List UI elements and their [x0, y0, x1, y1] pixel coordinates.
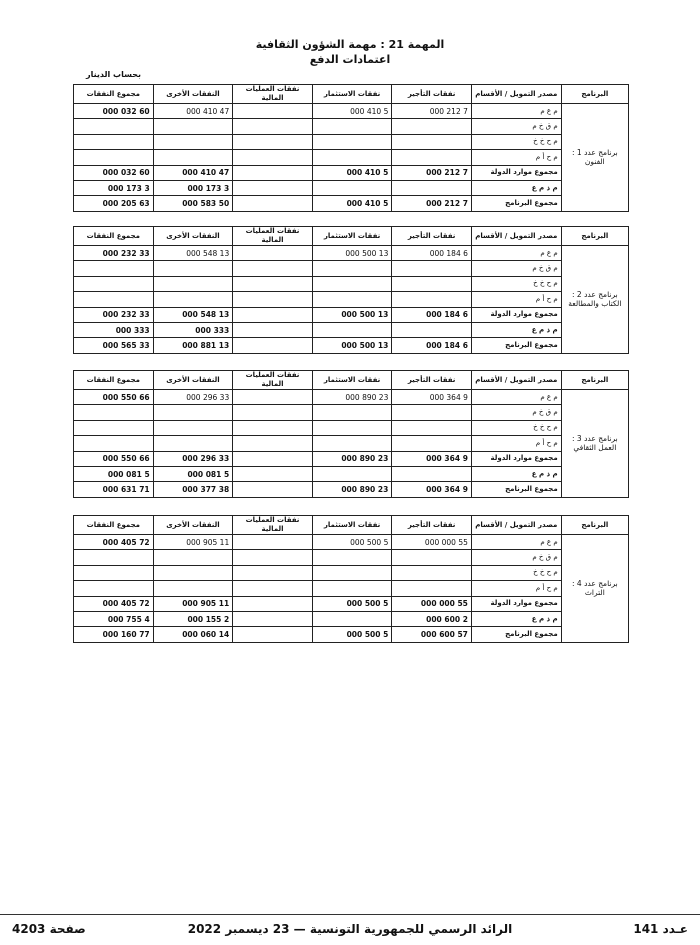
amount-cell: 23 890 000	[312, 482, 392, 497]
funding-source: م ع م	[471, 246, 561, 261]
amount-cell: 13 881 000	[153, 338, 233, 353]
amount-cell	[233, 466, 313, 481]
amount-cell	[392, 292, 472, 307]
amount-cell: 4 755 000	[74, 611, 154, 626]
amount-cell: 13 548 000	[153, 246, 233, 261]
amount-cell	[233, 338, 313, 353]
column-header: مجموع النفقات	[74, 85, 154, 104]
amount-cell: 72 405 000	[74, 535, 154, 550]
amount-cell: 13 548 000	[153, 307, 233, 322]
table-row	[74, 390, 629, 405]
amount-cell	[153, 276, 233, 291]
amount-cell: 11 905 000	[153, 535, 233, 550]
amount-cell: 47 410 000	[153, 104, 233, 119]
amount-cell	[74, 261, 154, 276]
table-row	[74, 180, 629, 195]
amount-cell: 6 184 000	[392, 246, 472, 261]
column-header: البرنامج	[561, 516, 628, 535]
amount-cell	[392, 581, 472, 596]
amount-cell	[312, 405, 392, 420]
amount-cell	[392, 276, 472, 291]
funding-source: م ح خ خ	[471, 565, 561, 580]
funding-source: مجموع موارد الدولة	[471, 451, 561, 466]
amount-cell: 13 500 000	[312, 307, 392, 322]
amount-cell: 5 500 000	[312, 596, 392, 611]
amount-cell: 5 410 000	[312, 196, 392, 211]
program-name: برنامج عدد 2 : الكتاب والمطالعة	[561, 246, 628, 354]
amount-cell	[233, 119, 313, 134]
column-header: البرنامج	[561, 85, 628, 104]
amount-cell	[312, 466, 392, 481]
amount-cell: 5 500 000	[312, 535, 392, 550]
amount-cell	[74, 150, 154, 165]
amount-cell: 6 184 000	[392, 307, 472, 322]
amount-cell: 66 550 000	[74, 390, 154, 405]
funding-source: مجموع موارد الدولة	[471, 165, 561, 180]
funding-source: م ح خ خ	[471, 134, 561, 149]
amount-cell: 7 212 000	[392, 165, 472, 180]
amount-cell	[392, 150, 472, 165]
column-header: مصدر التمويل / الأقسام	[471, 227, 561, 246]
column-header: نفقات التأجير	[392, 227, 472, 246]
amount-cell: 23 890 000	[312, 451, 392, 466]
table-row	[74, 611, 629, 626]
column-header: نفقات العمليات المالية	[233, 516, 313, 535]
amount-cell	[233, 165, 313, 180]
column-header: نفقات العمليات المالية	[233, 371, 313, 390]
column-header: البرنامج	[561, 227, 628, 246]
amount-cell	[392, 322, 472, 337]
funding-source: مجموع البرنامج	[471, 196, 561, 211]
amount-cell	[392, 550, 472, 565]
amount-cell: 57 600 000	[392, 627, 472, 642]
column-header: النفقات الأخرى	[153, 516, 233, 535]
amount-cell: 2 155 000	[153, 611, 233, 626]
amount-cell	[153, 581, 233, 596]
amount-cell	[233, 390, 313, 405]
amount-cell: 47 410 000	[153, 165, 233, 180]
amount-cell: 60 032 000	[74, 104, 154, 119]
amount-cell: 50 583 000	[153, 196, 233, 211]
amount-cell	[153, 550, 233, 565]
column-header: مصدر التمويل / الأقسام	[471, 516, 561, 535]
table-header-row	[74, 85, 629, 104]
amount-cell: 5 500 000	[312, 627, 392, 642]
table-row	[74, 466, 629, 481]
budget-table	[73, 84, 629, 212]
amount-cell	[312, 322, 392, 337]
funding-source: مجموع موارد الدولة	[471, 596, 561, 611]
amount-cell	[392, 420, 472, 435]
amount-cell: 9 364 000	[392, 482, 472, 497]
amount-cell	[74, 581, 154, 596]
table-row	[74, 150, 629, 165]
column-header: النفقات الأخرى	[153, 85, 233, 104]
column-header: نفقات العمليات المالية	[233, 85, 313, 104]
currency-unit-note: بحساب الدينار	[86, 70, 141, 79]
amount-cell: 55 000 000	[392, 535, 472, 550]
amount-cell	[74, 420, 154, 435]
amount-cell	[312, 550, 392, 565]
table-row	[74, 119, 629, 134]
amount-cell	[392, 436, 472, 451]
amount-cell	[233, 550, 313, 565]
table-header-row	[74, 516, 629, 535]
table-row	[74, 482, 629, 497]
funding-source: مجموع البرنامج	[471, 482, 561, 497]
amount-cell	[233, 134, 313, 149]
table-row	[74, 535, 629, 550]
amount-cell	[312, 276, 392, 291]
amount-cell: 11 905 000	[153, 596, 233, 611]
amount-cell	[153, 405, 233, 420]
amount-cell	[233, 104, 313, 119]
amount-cell	[233, 451, 313, 466]
amount-cell	[74, 550, 154, 565]
amount-cell	[233, 482, 313, 497]
amount-cell	[233, 436, 313, 451]
amount-cell: 5 081 000	[74, 466, 154, 481]
table-row	[74, 292, 629, 307]
funding-source: م ع م	[471, 535, 561, 550]
table-row	[74, 420, 629, 435]
amount-cell	[153, 134, 233, 149]
amount-cell: 33 296 000	[153, 451, 233, 466]
budget-table	[73, 515, 629, 643]
amount-cell	[233, 535, 313, 550]
amount-cell	[153, 292, 233, 307]
table-row	[74, 550, 629, 565]
amount-cell	[233, 565, 313, 580]
amount-cell	[392, 405, 472, 420]
amount-cell	[74, 436, 154, 451]
amount-cell	[74, 565, 154, 580]
amount-cell	[74, 276, 154, 291]
funding-source: م ذ م ع	[471, 322, 561, 337]
amount-cell	[233, 292, 313, 307]
funding-source: م ح أ م	[471, 150, 561, 165]
amount-cell	[312, 581, 392, 596]
amount-cell: 38 377 000	[153, 482, 233, 497]
funding-source: م ق خ م	[471, 405, 561, 420]
table-row	[74, 627, 629, 642]
amount-cell: 63 205 000	[74, 196, 154, 211]
amount-cell: 33 232 000	[74, 246, 154, 261]
table-row	[74, 338, 629, 353]
program-name: برنامج عدد 1 : الفنون	[561, 104, 628, 212]
column-header: نفقات الاستثمار	[312, 516, 392, 535]
amount-cell	[233, 611, 313, 626]
funding-source: م ذ م ع	[471, 466, 561, 481]
amount-cell	[74, 292, 154, 307]
funding-source: م ح أ م	[471, 581, 561, 596]
footer-journal-title: الرائد الرسمي للجمهورية التونسية — 23 ديسمبر 2022	[187, 922, 513, 936]
amount-cell: 5 410 000	[312, 104, 392, 119]
amount-cell: 33 232 000	[74, 307, 154, 322]
amount-cell	[392, 180, 472, 195]
amount-cell: 66 550 000	[74, 451, 154, 466]
amount-cell	[153, 261, 233, 276]
amount-cell: 60 032 000	[74, 165, 154, 180]
table-row	[74, 322, 629, 337]
funding-source: م ح خ خ	[471, 276, 561, 291]
page-title: المهمة 21 : مهمة الشؤون الثقافية	[255, 38, 445, 51]
amount-cell	[392, 134, 472, 149]
amount-cell	[233, 596, 313, 611]
column-header: نفقات الاستثمار	[312, 85, 392, 104]
column-header: النفقات الأخرى	[153, 371, 233, 390]
funding-source: م ح أ م	[471, 436, 561, 451]
amount-cell	[312, 180, 392, 195]
amount-cell: 5 410 000	[312, 165, 392, 180]
table-header-row	[74, 227, 629, 246]
column-header: نفقات التأجير	[392, 516, 472, 535]
column-header: نفقات الاستثمار	[312, 371, 392, 390]
budget-table	[73, 370, 629, 498]
table-row	[74, 165, 629, 180]
table-row	[74, 276, 629, 291]
column-header: مجموع النفقات	[74, 516, 154, 535]
column-header: نفقات الاستثمار	[312, 227, 392, 246]
amount-cell	[153, 565, 233, 580]
amount-cell	[312, 565, 392, 580]
funding-source: م ق خ م	[471, 119, 561, 134]
funding-source: مجموع البرنامج	[471, 627, 561, 642]
amount-cell	[312, 119, 392, 134]
amount-cell: 14 060 000	[153, 627, 233, 642]
column-header: مصدر التمويل / الأقسام	[471, 371, 561, 390]
column-header: مصدر التمويل / الأقسام	[471, 85, 561, 104]
table-row	[74, 405, 629, 420]
amount-cell	[392, 119, 472, 134]
amount-cell	[392, 261, 472, 276]
amount-cell: 333 000	[153, 322, 233, 337]
amount-cell	[392, 565, 472, 580]
column-header: مجموع النفقات	[74, 371, 154, 390]
amount-cell	[233, 420, 313, 435]
amount-cell: 9 364 000	[392, 390, 472, 405]
funding-source: م ع م	[471, 104, 561, 119]
amount-cell: 55 000 000	[392, 596, 472, 611]
amount-cell	[312, 150, 392, 165]
amount-cell	[233, 627, 313, 642]
table-row	[74, 307, 629, 322]
program-name: برنامج عدد 4 : التراث	[561, 535, 628, 643]
amount-cell	[233, 196, 313, 211]
footer-rule	[0, 914, 700, 915]
amount-cell	[233, 581, 313, 596]
table-header-row	[74, 371, 629, 390]
amount-cell	[233, 246, 313, 261]
amount-cell: 6 184 000	[392, 338, 472, 353]
table-row	[74, 596, 629, 611]
amount-cell: 13 500 000	[312, 338, 392, 353]
table-row	[74, 451, 629, 466]
column-header: البرنامج	[561, 371, 628, 390]
amount-cell: 5 081 000	[153, 466, 233, 481]
table-row	[74, 261, 629, 276]
funding-source: مجموع البرنامج	[471, 338, 561, 353]
table-row	[74, 104, 629, 119]
amount-cell: 23 890 000	[312, 390, 392, 405]
amount-cell: 333 000	[74, 322, 154, 337]
amount-cell	[153, 119, 233, 134]
page-subtitle: اعتمادات الدفع	[309, 53, 391, 66]
footer-issue: عـدد 141	[633, 922, 688, 936]
amount-cell	[233, 307, 313, 322]
amount-cell	[74, 119, 154, 134]
amount-cell	[233, 150, 313, 165]
program-name: برنامج عدد 3 : العمل الثقافي	[561, 390, 628, 498]
amount-cell: 3 173 000	[153, 180, 233, 195]
column-header: نفقات العمليات المالية	[233, 227, 313, 246]
amount-cell: 13 500 000	[312, 246, 392, 261]
amount-cell	[74, 405, 154, 420]
amount-cell: 2 600 000	[392, 611, 472, 626]
funding-source: مجموع موارد الدولة	[471, 307, 561, 322]
funding-source: م ح أ م	[471, 292, 561, 307]
amount-cell: 77 160 000	[74, 627, 154, 642]
amount-cell: 7 212 000	[392, 196, 472, 211]
amount-cell	[312, 134, 392, 149]
amount-cell	[233, 261, 313, 276]
table-row	[74, 196, 629, 211]
table-row	[74, 134, 629, 149]
amount-cell	[233, 405, 313, 420]
amount-cell	[312, 420, 392, 435]
amount-cell: 7 212 000	[392, 104, 472, 119]
amount-cell	[74, 134, 154, 149]
funding-source: م ق خ م	[471, 261, 561, 276]
funding-source: م ذ م ع	[471, 180, 561, 195]
amount-cell	[233, 322, 313, 337]
budget-table	[73, 226, 629, 354]
amount-cell: 33 565 000	[74, 338, 154, 353]
amount-cell	[312, 611, 392, 626]
table-row	[74, 436, 629, 451]
amount-cell: 33 296 000	[153, 390, 233, 405]
amount-cell	[233, 180, 313, 195]
column-header: النفقات الأخرى	[153, 227, 233, 246]
table-row	[74, 565, 629, 580]
column-header: نفقات التأجير	[392, 371, 472, 390]
amount-cell	[153, 436, 233, 451]
amount-cell: 72 405 000	[74, 596, 154, 611]
amount-cell	[312, 436, 392, 451]
table-row	[74, 246, 629, 261]
funding-source: م ذ م ع	[471, 611, 561, 626]
amount-cell	[312, 292, 392, 307]
amount-cell	[153, 150, 233, 165]
amount-cell	[233, 276, 313, 291]
column-header: مجموع النفقات	[74, 227, 154, 246]
amount-cell	[392, 466, 472, 481]
funding-source: م ع م	[471, 390, 561, 405]
footer-page-number: صفحة 4203	[12, 922, 86, 936]
amount-cell: 3 173 000	[74, 180, 154, 195]
amount-cell: 71 631 000	[74, 482, 154, 497]
funding-source: م ح خ خ	[471, 420, 561, 435]
amount-cell	[312, 261, 392, 276]
column-header: نفقات التأجير	[392, 85, 472, 104]
amount-cell: 9 364 000	[392, 451, 472, 466]
funding-source: م ق خ م	[471, 550, 561, 565]
amount-cell	[153, 420, 233, 435]
table-row	[74, 581, 629, 596]
